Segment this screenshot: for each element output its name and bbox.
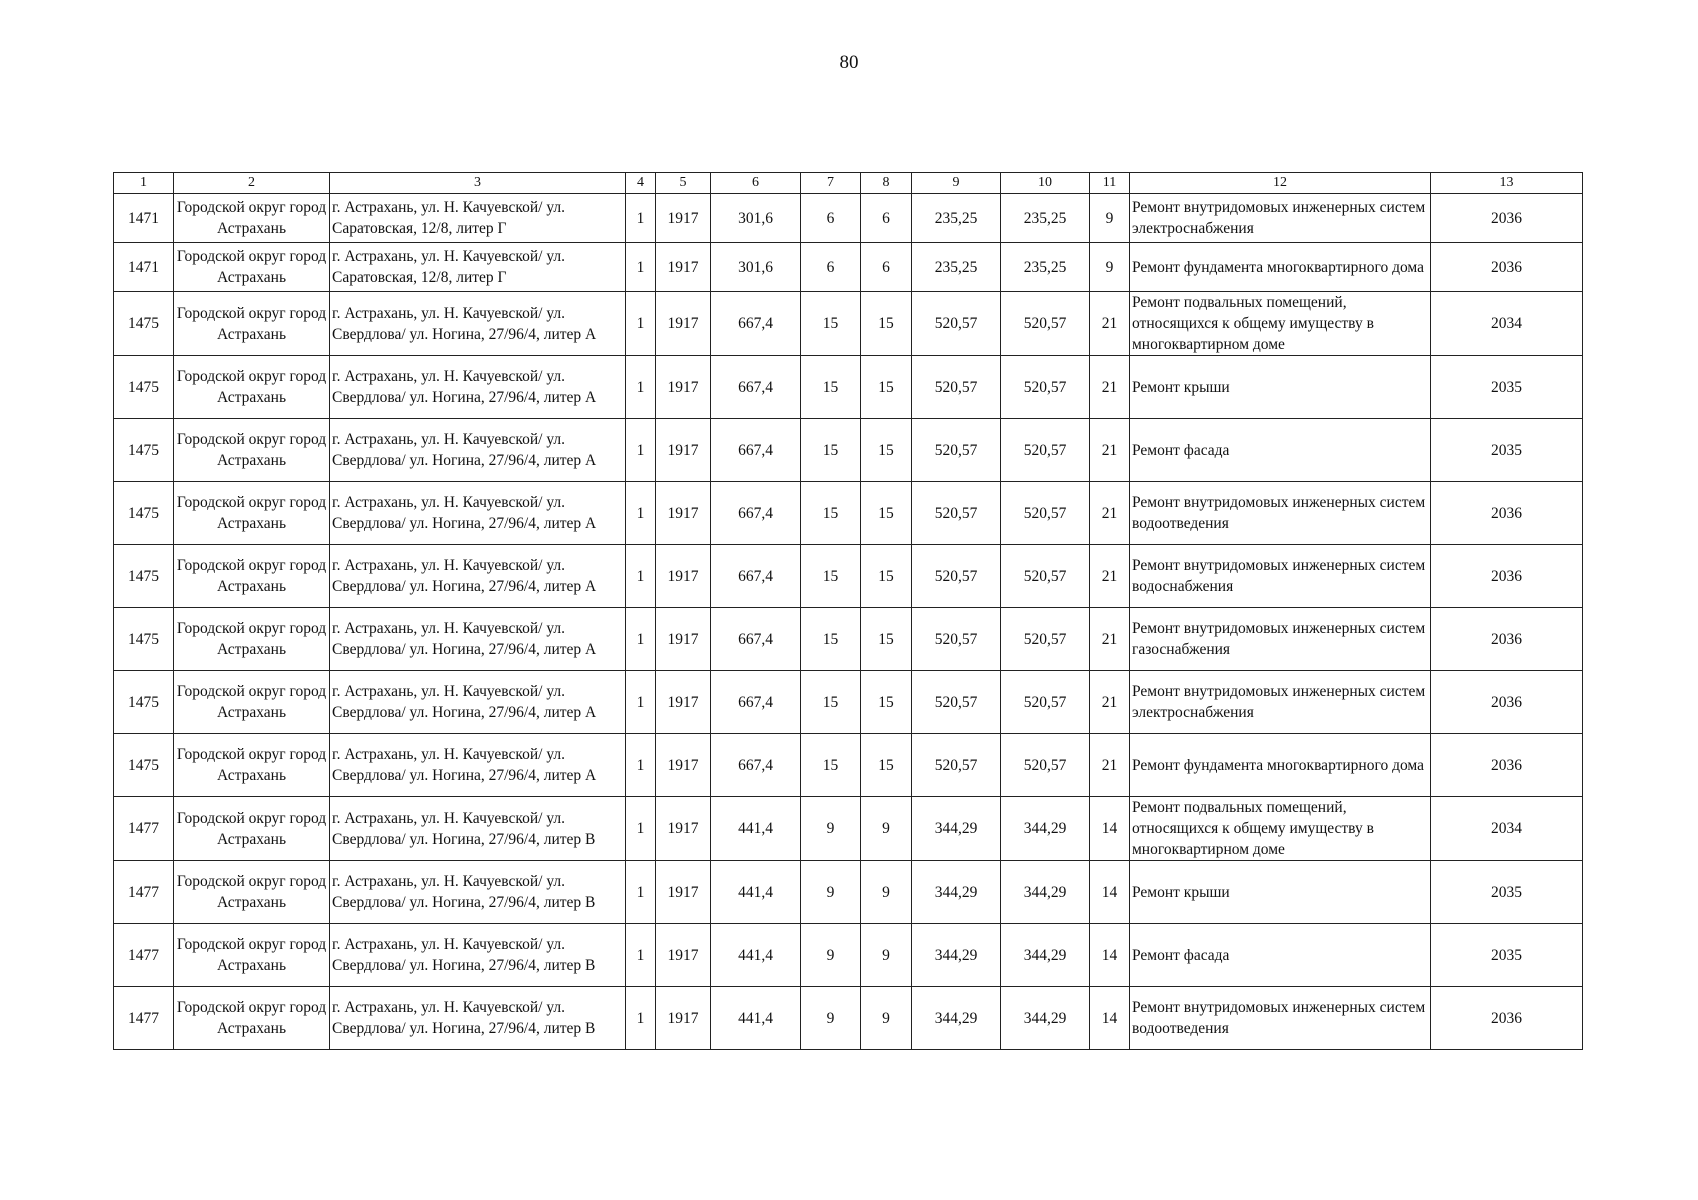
build-year-cell: 1917 bbox=[656, 734, 711, 797]
col8-value-cell: 15 bbox=[861, 671, 912, 734]
residential-area-cell: 235,25 bbox=[1001, 194, 1090, 243]
material-code-cell: 1 bbox=[626, 734, 656, 797]
column-header-2: 2 bbox=[174, 173, 330, 194]
planned-year-cell: 2035 bbox=[1431, 924, 1583, 987]
total-area-cell: 667,4 bbox=[711, 545, 801, 608]
column-header-3: 3 bbox=[330, 173, 626, 194]
living-area-cell: 520,57 bbox=[912, 545, 1001, 608]
build-year-cell: 1917 bbox=[656, 987, 711, 1050]
planned-year-cell: 2035 bbox=[1431, 356, 1583, 419]
residential-area-cell: 520,57 bbox=[1001, 419, 1090, 482]
table-row bbox=[114, 545, 1583, 608]
build-year-cell: 1917 bbox=[656, 292, 711, 356]
material-code-cell: 1 bbox=[626, 482, 656, 545]
planned-year-cell: 2036 bbox=[1431, 194, 1583, 243]
living-area-cell: 344,29 bbox=[912, 987, 1001, 1050]
col8-value-cell: 15 bbox=[861, 356, 912, 419]
col8-value-cell: 15 bbox=[861, 419, 912, 482]
material-code-cell: 1 bbox=[626, 243, 656, 292]
record-number-cell: 1477 bbox=[114, 861, 174, 924]
residential-area-cell: 520,57 bbox=[1001, 545, 1090, 608]
column-header-5: 5 bbox=[656, 173, 711, 194]
work-type-cell: Ремонт фундамента многоквартирного дома bbox=[1130, 734, 1431, 797]
planned-year-cell: 2036 bbox=[1431, 987, 1583, 1050]
col8-value-cell: 9 bbox=[861, 924, 912, 987]
build-year-cell: 1917 bbox=[656, 545, 711, 608]
total-area-cell: 667,4 bbox=[711, 292, 801, 356]
total-area-cell: 301,6 bbox=[711, 194, 801, 243]
residents-count-cell: 21 bbox=[1090, 419, 1130, 482]
residential-area-cell: 344,29 bbox=[1001, 861, 1090, 924]
planned-year-cell: 2036 bbox=[1431, 608, 1583, 671]
page-number: 80 bbox=[839, 52, 859, 73]
residents-count-cell: 21 bbox=[1090, 734, 1130, 797]
col8-value-cell: 9 bbox=[861, 987, 912, 1050]
col7-value-cell: 6 bbox=[801, 194, 861, 243]
residential-area-cell: 520,57 bbox=[1001, 356, 1090, 419]
residents-count-cell: 21 bbox=[1090, 545, 1130, 608]
total-area-cell: 667,4 bbox=[711, 608, 801, 671]
residents-count-cell: 21 bbox=[1090, 292, 1130, 356]
total-area-cell: 667,4 bbox=[711, 734, 801, 797]
col8-value-cell: 9 bbox=[861, 797, 912, 861]
table-row bbox=[114, 482, 1583, 545]
total-area-cell: 441,4 bbox=[711, 861, 801, 924]
column-header-12: 12 bbox=[1130, 173, 1431, 194]
table-row bbox=[114, 243, 1583, 292]
col8-value-cell: 15 bbox=[861, 608, 912, 671]
table-row bbox=[114, 356, 1583, 419]
build-year-cell: 1917 bbox=[656, 419, 711, 482]
material-code-cell: 1 bbox=[626, 545, 656, 608]
address-cell: г. Астрахань, ул. Н. Качуевской/ ул. Саратовская, 12/8, литер Г bbox=[330, 194, 626, 243]
work-type-cell: Ремонт внутридомовых инженерных систем водоотведения bbox=[1130, 482, 1431, 545]
table-row bbox=[114, 734, 1583, 797]
build-year-cell: 1917 bbox=[656, 924, 711, 987]
col7-value-cell: 15 bbox=[801, 545, 861, 608]
build-year-cell: 1917 bbox=[656, 608, 711, 671]
column-header-1: 1 bbox=[114, 173, 174, 194]
total-area-cell: 301,6 bbox=[711, 243, 801, 292]
work-type-cell: Ремонт внутридомовых инженерных систем газоснабжения bbox=[1130, 608, 1431, 671]
planned-year-cell: 2036 bbox=[1431, 671, 1583, 734]
residential-area-cell: 344,29 bbox=[1001, 924, 1090, 987]
municipality-cell: Городской округ город Астрахань bbox=[174, 924, 330, 987]
municipality-cell: Городской округ город Астрахань bbox=[174, 356, 330, 419]
build-year-cell: 1917 bbox=[656, 861, 711, 924]
living-area-cell: 520,57 bbox=[912, 608, 1001, 671]
col8-value-cell: 9 bbox=[861, 861, 912, 924]
planned-year-cell: 2035 bbox=[1431, 419, 1583, 482]
col8-value-cell: 15 bbox=[861, 734, 912, 797]
col8-value-cell: 15 bbox=[861, 482, 912, 545]
address-cell: г. Астрахань, ул. Н. Качуевской/ ул. Свердлова/ ул. Ногина, 27/96/4, литер В bbox=[330, 797, 626, 861]
residents-count-cell: 21 bbox=[1090, 482, 1130, 545]
living-area-cell: 520,57 bbox=[912, 482, 1001, 545]
residential-area-cell: 520,57 bbox=[1001, 671, 1090, 734]
build-year-cell: 1917 bbox=[656, 243, 711, 292]
col7-value-cell: 9 bbox=[801, 861, 861, 924]
planned-year-cell: 2036 bbox=[1431, 734, 1583, 797]
material-code-cell: 1 bbox=[626, 671, 656, 734]
col7-value-cell: 15 bbox=[801, 292, 861, 356]
total-area-cell: 441,4 bbox=[711, 987, 801, 1050]
residents-count-cell: 21 bbox=[1090, 608, 1130, 671]
municipality-cell: Городской округ город Астрахань bbox=[174, 987, 330, 1050]
table-row bbox=[114, 292, 1583, 356]
residential-area-cell: 344,29 bbox=[1001, 987, 1090, 1050]
col7-value-cell: 9 bbox=[801, 924, 861, 987]
col7-value-cell: 15 bbox=[801, 419, 861, 482]
residential-area-cell: 520,57 bbox=[1001, 482, 1090, 545]
material-code-cell: 1 bbox=[626, 419, 656, 482]
record-number-cell: 1475 bbox=[114, 292, 174, 356]
work-type-cell: Ремонт внутридомовых инженерных систем электроснабжения bbox=[1130, 671, 1431, 734]
address-cell: г. Астрахань, ул. Н. Качуевской/ ул. Свердлова/ ул. Ногина, 27/96/4, литер В bbox=[330, 924, 626, 987]
planned-year-cell: 2035 bbox=[1431, 861, 1583, 924]
municipality-cell: Городской округ город Астрахань bbox=[174, 194, 330, 243]
col7-value-cell: 15 bbox=[801, 356, 861, 419]
work-type-cell: Ремонт внутридомовых инженерных систем водоотведения bbox=[1130, 987, 1431, 1050]
residents-count-cell: 21 bbox=[1090, 356, 1130, 419]
col8-value-cell: 15 bbox=[861, 545, 912, 608]
col8-value-cell: 6 bbox=[861, 194, 912, 243]
address-cell: г. Астрахань, ул. Н. Качуевской/ ул. Свердлова/ ул. Ногина, 27/96/4, литер А bbox=[330, 482, 626, 545]
address-cell: г. Астрахань, ул. Н. Качуевской/ ул. Свердлова/ ул. Ногина, 27/96/4, литер А bbox=[330, 545, 626, 608]
table-row bbox=[114, 924, 1583, 987]
living-area-cell: 344,29 bbox=[912, 861, 1001, 924]
record-number-cell: 1475 bbox=[114, 419, 174, 482]
living-area-cell: 520,57 bbox=[912, 734, 1001, 797]
col8-value-cell: 15 bbox=[861, 292, 912, 356]
planned-year-cell: 2034 bbox=[1431, 292, 1583, 356]
municipality-cell: Городской округ город Астрахань bbox=[174, 671, 330, 734]
residents-count-cell: 14 bbox=[1090, 797, 1130, 861]
work-type-cell: Ремонт внутридомовых инженерных систем водоснабжения bbox=[1130, 545, 1431, 608]
record-number-cell: 1471 bbox=[114, 243, 174, 292]
address-cell: г. Астрахань, ул. Н. Качуевской/ ул. Свердлова/ ул. Ногина, 27/96/4, литер А bbox=[330, 356, 626, 419]
municipality-cell: Городской округ город Астрахань bbox=[174, 734, 330, 797]
record-number-cell: 1475 bbox=[114, 482, 174, 545]
table-row bbox=[114, 419, 1583, 482]
living-area-cell: 520,57 bbox=[912, 292, 1001, 356]
total-area-cell: 667,4 bbox=[711, 419, 801, 482]
header-row bbox=[114, 173, 1583, 194]
col7-value-cell: 9 bbox=[801, 987, 861, 1050]
table-row bbox=[114, 608, 1583, 671]
material-code-cell: 1 bbox=[626, 797, 656, 861]
material-code-cell: 1 bbox=[626, 987, 656, 1050]
table-row bbox=[114, 861, 1583, 924]
col8-value-cell: 6 bbox=[861, 243, 912, 292]
material-code-cell: 1 bbox=[626, 292, 656, 356]
column-header-13: 13 bbox=[1431, 173, 1583, 194]
municipality-cell: Городской округ город Астрахань bbox=[174, 243, 330, 292]
planned-year-cell: 2036 bbox=[1431, 545, 1583, 608]
record-number-cell: 1475 bbox=[114, 545, 174, 608]
living-area-cell: 344,29 bbox=[912, 924, 1001, 987]
address-cell: г. Астрахань, ул. Н. Качуевской/ ул. Свердлова/ ул. Ногина, 27/96/4, литер А bbox=[330, 671, 626, 734]
table-row bbox=[114, 671, 1583, 734]
municipality-cell: Городской округ город Астрахань bbox=[174, 482, 330, 545]
municipality-cell: Городской округ город Астрахань bbox=[174, 861, 330, 924]
build-year-cell: 1917 bbox=[656, 194, 711, 243]
col7-value-cell: 6 bbox=[801, 243, 861, 292]
total-area-cell: 667,4 bbox=[711, 356, 801, 419]
material-code-cell: 1 bbox=[626, 924, 656, 987]
record-number-cell: 1477 bbox=[114, 924, 174, 987]
registry-table bbox=[113, 172, 1583, 1050]
municipality-cell: Городской округ город Астрахань bbox=[174, 545, 330, 608]
build-year-cell: 1917 bbox=[656, 356, 711, 419]
address-cell: г. Астрахань, ул. Н. Качуевской/ ул. Свердлова/ ул. Ногина, 27/96/4, литер А bbox=[330, 419, 626, 482]
living-area-cell: 520,57 bbox=[912, 671, 1001, 734]
municipality-cell: Городской округ город Астрахань bbox=[174, 608, 330, 671]
residential-area-cell: 520,57 bbox=[1001, 608, 1090, 671]
table-row bbox=[114, 797, 1583, 861]
record-number-cell: 1475 bbox=[114, 608, 174, 671]
planned-year-cell: 2034 bbox=[1431, 797, 1583, 861]
record-number-cell: 1475 bbox=[114, 356, 174, 419]
work-type-cell: Ремонт фундамента многоквартирного дома bbox=[1130, 243, 1431, 292]
residential-area-cell: 520,57 bbox=[1001, 734, 1090, 797]
col7-value-cell: 15 bbox=[801, 671, 861, 734]
address-cell: г. Астрахань, ул. Н. Качуевской/ ул. Свердлова/ ул. Ногина, 27/96/4, литер В bbox=[330, 987, 626, 1050]
record-number-cell: 1471 bbox=[114, 194, 174, 243]
living-area-cell: 235,25 bbox=[912, 243, 1001, 292]
living-area-cell: 344,29 bbox=[912, 797, 1001, 861]
col7-value-cell: 15 bbox=[801, 608, 861, 671]
material-code-cell: 1 bbox=[626, 608, 656, 671]
col7-value-cell: 15 bbox=[801, 734, 861, 797]
build-year-cell: 1917 bbox=[656, 797, 711, 861]
col7-value-cell: 9 bbox=[801, 797, 861, 861]
table-body bbox=[114, 173, 1583, 1050]
record-number-cell: 1477 bbox=[114, 797, 174, 861]
address-cell: г. Астрахань, ул. Н. Качуевской/ ул. Саратовская, 12/8, литер Г bbox=[330, 243, 626, 292]
living-area-cell: 520,57 bbox=[912, 356, 1001, 419]
material-code-cell: 1 bbox=[626, 194, 656, 243]
residents-count-cell: 14 bbox=[1090, 861, 1130, 924]
planned-year-cell: 2036 bbox=[1431, 243, 1583, 292]
work-type-cell: Ремонт подвальных помещений, относящихся к общему имуществу в многоквартирном доме bbox=[1130, 292, 1431, 356]
municipality-cell: Городской округ город Астрахань bbox=[174, 292, 330, 356]
work-type-cell: Ремонт фасада bbox=[1130, 924, 1431, 987]
total-area-cell: 667,4 bbox=[711, 671, 801, 734]
record-number-cell: 1475 bbox=[114, 734, 174, 797]
address-cell: г. Астрахань, ул. Н. Качуевской/ ул. Свердлова/ ул. Ногина, 27/96/4, литер А bbox=[330, 734, 626, 797]
column-header-6: 6 bbox=[711, 173, 801, 194]
column-header-10: 10 bbox=[1001, 173, 1090, 194]
address-cell: г. Астрахань, ул. Н. Качуевской/ ул. Свердлова/ ул. Ногина, 27/96/4, литер А bbox=[330, 292, 626, 356]
column-header-8: 8 bbox=[861, 173, 912, 194]
work-type-cell: Ремонт подвальных помещений, относящихся к общему имуществу в многоквартирном доме bbox=[1130, 797, 1431, 861]
work-type-cell: Ремонт крыши bbox=[1130, 356, 1431, 419]
work-type-cell: Ремонт крыши bbox=[1130, 861, 1431, 924]
residents-count-cell: 14 bbox=[1090, 987, 1130, 1050]
total-area-cell: 667,4 bbox=[711, 482, 801, 545]
col7-value-cell: 15 bbox=[801, 482, 861, 545]
column-header-4: 4 bbox=[626, 173, 656, 194]
table-row bbox=[114, 987, 1583, 1050]
residents-count-cell: 14 bbox=[1090, 924, 1130, 987]
residents-count-cell: 9 bbox=[1090, 243, 1130, 292]
living-area-cell: 520,57 bbox=[912, 419, 1001, 482]
build-year-cell: 1917 bbox=[656, 482, 711, 545]
build-year-cell: 1917 bbox=[656, 671, 711, 734]
record-number-cell: 1477 bbox=[114, 987, 174, 1050]
address-cell: г. Астрахань, ул. Н. Качуевской/ ул. Свердлова/ ул. Ногина, 27/96/4, литер А bbox=[330, 608, 626, 671]
work-type-cell: Ремонт внутридомовых инженерных систем электроснабжения bbox=[1130, 194, 1431, 243]
residents-count-cell: 9 bbox=[1090, 194, 1130, 243]
work-type-cell: Ремонт фасада bbox=[1130, 419, 1431, 482]
residential-area-cell: 520,57 bbox=[1001, 292, 1090, 356]
living-area-cell: 235,25 bbox=[912, 194, 1001, 243]
record-number-cell: 1475 bbox=[114, 671, 174, 734]
municipality-cell: Городской округ город Астрахань bbox=[174, 797, 330, 861]
column-header-7: 7 bbox=[801, 173, 861, 194]
residential-area-cell: 235,25 bbox=[1001, 243, 1090, 292]
column-header-9: 9 bbox=[912, 173, 1001, 194]
table-row bbox=[114, 194, 1583, 243]
municipality-cell: Городской округ город Астрахань bbox=[174, 419, 330, 482]
total-area-cell: 441,4 bbox=[711, 924, 801, 987]
material-code-cell: 1 bbox=[626, 356, 656, 419]
column-header-11: 11 bbox=[1090, 173, 1130, 194]
total-area-cell: 441,4 bbox=[711, 797, 801, 861]
residents-count-cell: 21 bbox=[1090, 671, 1130, 734]
material-code-cell: 1 bbox=[626, 861, 656, 924]
residential-area-cell: 344,29 bbox=[1001, 797, 1090, 861]
address-cell: г. Астрахань, ул. Н. Качуевской/ ул. Свердлова/ ул. Ногина, 27/96/4, литер В bbox=[330, 861, 626, 924]
planned-year-cell: 2036 bbox=[1431, 482, 1583, 545]
